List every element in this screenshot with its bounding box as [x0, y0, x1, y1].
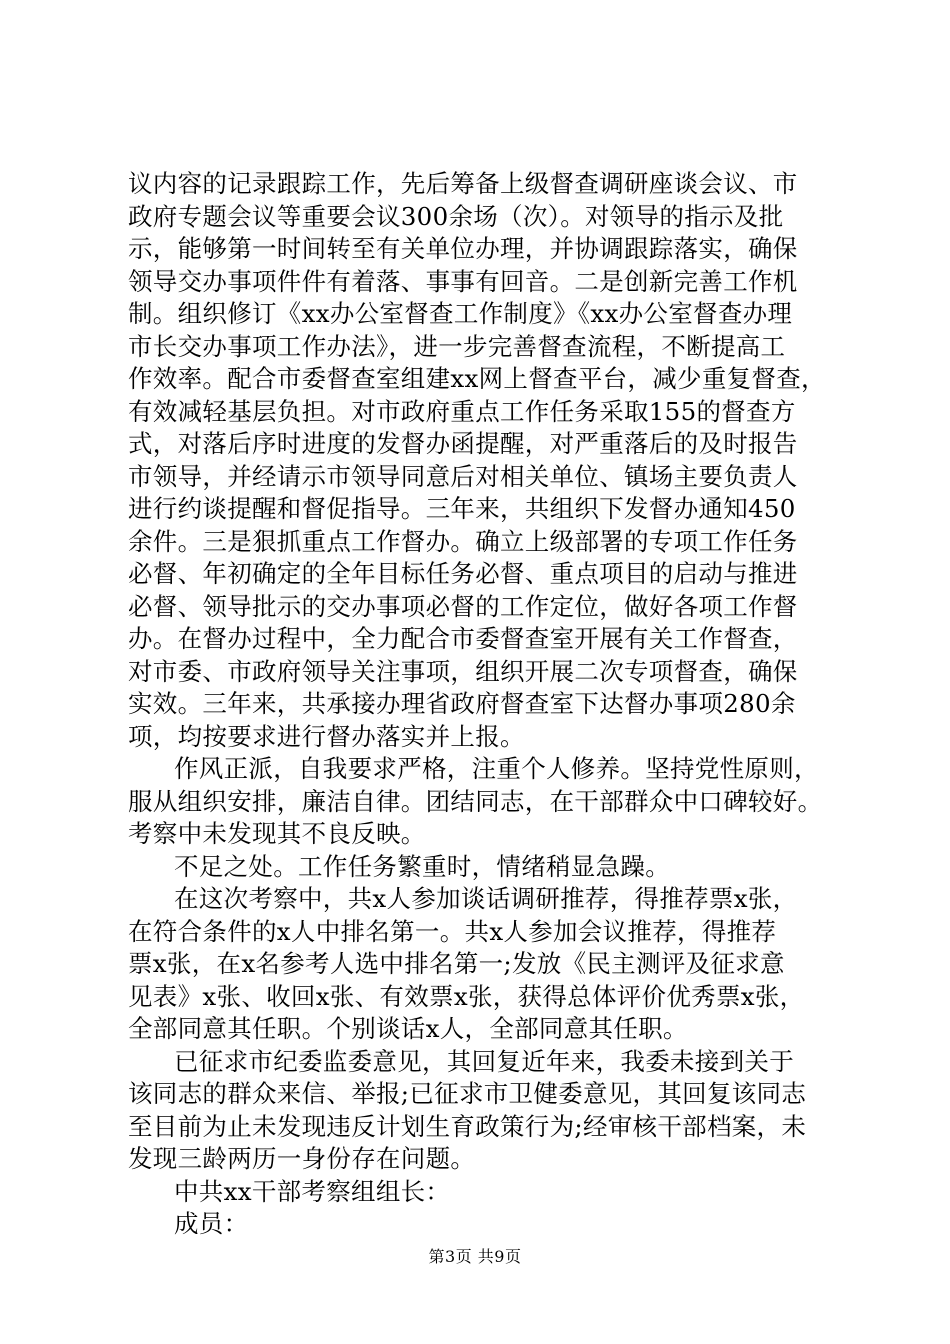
text-line: 对市委、市政府领导关注事项，组织开展二次专项督查，确保 — [128, 656, 798, 686]
text-line: 考察中未发现其不良反映。 — [128, 819, 426, 848]
text-line: 全部同意其任职。个别谈话x人，全部同意其任职。 — [128, 1014, 688, 1043]
text-line: 必督、领导批示的交办事项必督的工作定位，做好各项工作督 — [128, 591, 798, 621]
signature-line-members: 成员： — [174, 1209, 249, 1238]
text-line: 在符合条件的x人中排名第一。共x人参加会议推荐，得推荐 — [128, 916, 777, 946]
paragraph-first-line: 不足之处。工作任务繁重时，情绪稍显急躁。 — [174, 851, 670, 881]
text-line: 实效。三年来，共承接办理省政府督查室下达督办事项280余 — [128, 689, 796, 718]
text-line: 领导交办事项件件有着落、事事有回音。二是创新完善工作机 — [128, 266, 798, 296]
text-line: 作效率。配合市委督查室组建xx网上督查平台，减少重复督查， — [128, 364, 826, 393]
text-line: 发现三龄两历一身份存在问题。 — [128, 1144, 476, 1173]
text-line: 有效减轻基层负担。对市政府重点工作任务采取155的督查方 — [128, 396, 796, 426]
text-line: 票x张，在x名参考人选中排名第一;发放《民主测评及征求意 — [128, 949, 785, 978]
text-line: 进行约谈提醒和督促指导。三年来，共组织下发督办通知450 — [128, 494, 796, 523]
text-line: 式，对落后序时进度的发督办函提醒，对严重落后的及时报告 — [128, 429, 798, 458]
signature-line-leader: 中共xx干部考察组组长： — [174, 1176, 451, 1206]
text-line: 余件。三是狠抓重点工作督办。确立上级部署的专项工作任务 — [128, 526, 798, 556]
text-line: 市领导，并经请示市领导同意后对相关单位、镇场主要负责人 — [128, 461, 798, 491]
paragraph-first-line: 已征求市纪委监委意见，其回复近年来，我委未接到关于 — [174, 1046, 794, 1076]
text-line: 制。组织修订《xx办公室督查工作制度》《xx办公室督查办理 — [128, 299, 793, 328]
page-number-footer: 第3页 共9页 — [428, 1247, 522, 1266]
text-line: 该同志的群众来信、举报;已征求市卫健委意见，其回复该同志 — [128, 1079, 807, 1108]
document-body — [128, 168, 850, 1241]
text-line: 办。在督办过程中，全力配合市委督查室开展有关工作督查， — [128, 624, 798, 653]
text-line: 议内容的记录跟踪工作，先后筹备上级督查调研座谈会议、市 — [128, 169, 798, 198]
text-line: 至目前为止未发现违反计划生育政策行为;经审核干部档案，未 — [128, 1111, 807, 1141]
text-line: 见表》x张、收回x张、有效票x张，获得总体评价优秀票x张， — [128, 981, 805, 1011]
text-line: 项，均按要求进行督办落实并上报。 — [128, 721, 525, 751]
text-line: 必督、年初确定的全年目标任务必督、重点项目的启动与推进 — [128, 559, 798, 588]
paragraph-first-line: 在这次考察中，共x人参加谈话调研推荐，得推荐票x张， — [174, 884, 798, 913]
text-line: 服从组织安排，廉洁自律。团结同志，在干部群众中口碑较好。 — [128, 786, 823, 816]
text-line: 市长交办事项工作办法》，进一步完善督查流程，不断提高工 — [128, 331, 786, 361]
text-line: 政府专题会议等重要会议300余场（次）。对领导的指示及批 — [128, 201, 784, 231]
text-line: 示，能够第一时间转至有关单位办理，并协调跟踪落实，确保 — [128, 234, 798, 263]
paragraph-first-line: 作风正派，自我要求严格，注重个人修养。坚持党性原则， — [174, 754, 819, 783]
